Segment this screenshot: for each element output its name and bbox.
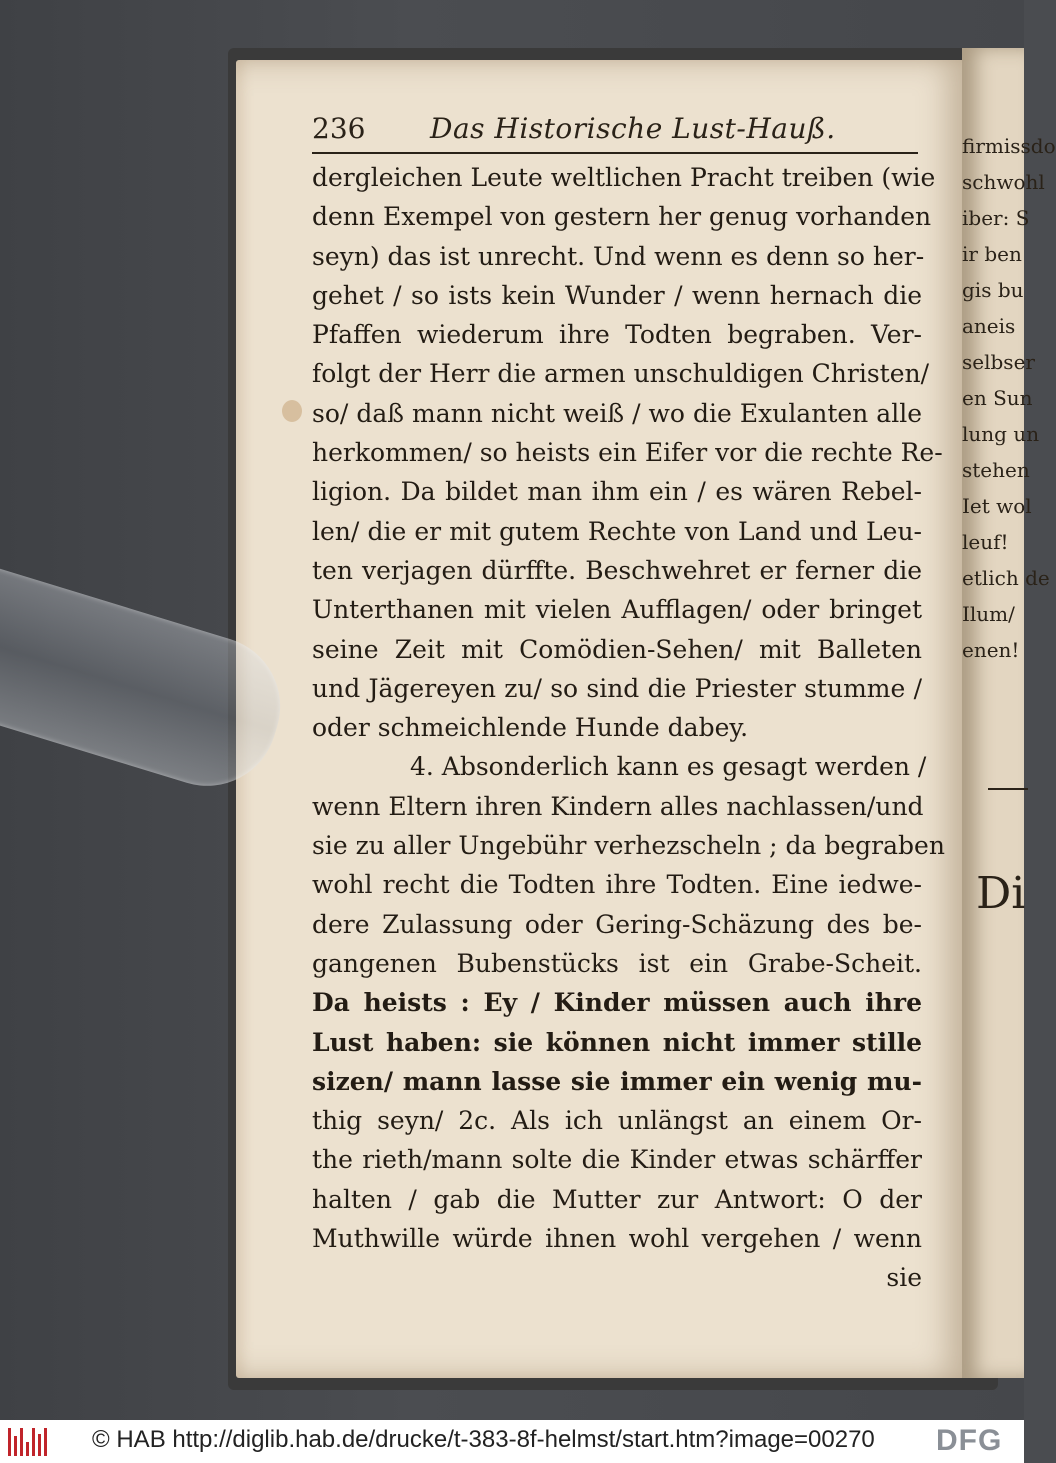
text-line: seyn) das ist unrecht. Und wenn es denn so her-: [312, 241, 925, 271]
text-line: len/ die er mit gutem Rechte von Land und Leu-: [312, 516, 922, 546]
dfg-logo: DFG: [936, 1424, 1003, 1457]
facing-page-fragment: leuf!: [962, 530, 1009, 554]
facing-page-fragment: iber: S: [962, 206, 1030, 230]
facing-page-fragment: enen!: [962, 638, 1020, 662]
facing-page-fragment: Iet wol: [962, 494, 1032, 518]
facing-page-fragment: stehen: [962, 458, 1030, 482]
text-line: dergleichen Leute weltlichen Pracht treiben (wie: [312, 163, 936, 192]
page-number: 236: [312, 112, 366, 145]
text-line: 4. Absonderlich kann es gesagt werden /: [410, 752, 927, 782]
text-line: thig seyn/ 2c. Als ich unlängst an einem Or-: [312, 1106, 922, 1136]
running-head: Das Historische Lust-Hauß.: [430, 112, 836, 145]
text-line: wenn Eltern ihren Kindern alles nachlassen/und: [312, 791, 924, 821]
text-line: gehet / so ists kein Wunder / wenn hernach die: [312, 280, 922, 310]
catchword: sie: [886, 1263, 922, 1293]
facing-page-fragment: Ilum/: [962, 602, 1015, 626]
facing-page: [962, 48, 1056, 1378]
facing-page-fragment: etlich de: [962, 566, 1050, 590]
hab-logo-icon: [6, 1426, 50, 1458]
text-line: Pfaffen wiederum ihre Todten begraben. Ver-: [312, 320, 922, 350]
text-line: denn Exempel von gestern her genug vorhanden: [312, 202, 932, 232]
facing-page-fragment: selbser: [962, 350, 1035, 374]
text-line: so/ daß mann nicht weiß / wo die Exulanten alle: [312, 398, 922, 428]
footer-copyright-link[interactable]: © HAB http://diglib.hab.de/drucke/t-383-8f-helmst/start.htm?image=00270: [92, 1426, 875, 1453]
text-line: und Jägereyen zu/ so sind die Priester stumme /: [312, 673, 922, 703]
facing-page-fragment: lung un: [962, 422, 1040, 446]
text-line: Da heists : Ey / Kinder müssen auch ihre: [312, 988, 922, 1018]
text-line: wohl recht die Todten ihre Todten. Eine iedwe-: [312, 870, 922, 900]
viewer-footer: [0, 1420, 1024, 1463]
paper-stain: [282, 400, 302, 422]
facing-page-fragments: [962, 128, 1056, 668]
text-line: Muthwille würde ihnen wohl vergehen / wenn: [312, 1224, 922, 1254]
page-header: [312, 112, 932, 156]
text-line: Lust haben: sie können nicht immer stille: [312, 1027, 922, 1057]
text-line: herkommen/ so heists ein Eifer vor die rechte Re-: [312, 438, 943, 468]
text-line: gangenen Bubenstücks ist ein Grabe-Scheit.: [312, 948, 922, 978]
text-line: sie zu aller Ungebühr verhezscheln ; da begraben: [312, 831, 945, 861]
header-rule: [312, 152, 918, 154]
facing-page-fragment: aneis: [962, 314, 1016, 338]
text-line: ten verjagen dürffte. Beschwehret er ferner die: [312, 555, 922, 585]
text-line: seine Zeit mit Comödien-Sehen/ mit Balleten: [312, 634, 922, 664]
text-line: dere Zulassung oder Gering-Schäzung des be-: [312, 909, 922, 939]
text-line: folgt der Herr die armen unschuldigen Christen/: [312, 359, 930, 389]
facing-page-fragment: schwohl: [962, 170, 1045, 194]
facing-page-initial: Di: [976, 868, 1026, 919]
body-text: [312, 158, 945, 1298]
facing-page-fragment: ir ben: [962, 242, 1022, 266]
text-line: halten / gab die Mutter zur Antwort: O der: [312, 1184, 922, 1214]
text-line: sizen/ mann lasse sie immer ein wenig mu-: [312, 1066, 922, 1096]
text-line: the rieth/mann solte die Kinder etwas schärffer: [312, 1145, 922, 1175]
facing-page-fragment: gis bu: [962, 278, 1024, 302]
facing-page-rule: [988, 788, 1028, 790]
text-line: ligion. Da bildet man ihm ein / es wären Rebel-: [312, 477, 922, 507]
text-line: oder schmeichlende Hunde dabey.: [312, 713, 749, 743]
facing-page-fragment: en Sun: [962, 386, 1033, 410]
text-line: Unterthanen mit vielen Aufflagen/ oder bringet: [312, 595, 922, 625]
facing-page-fragment: firmissdo: [962, 134, 1056, 158]
